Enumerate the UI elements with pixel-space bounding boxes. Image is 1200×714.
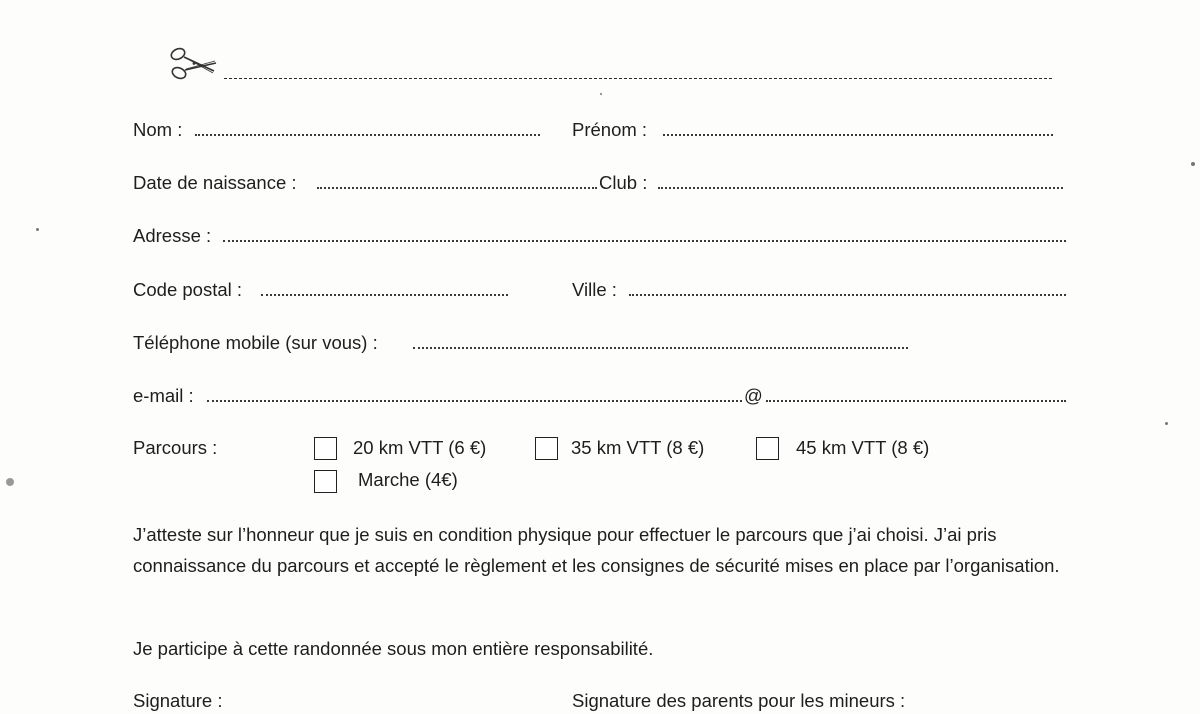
scissors-icon: [166, 44, 218, 84]
adresse-label: Adresse :: [133, 225, 212, 246]
email-at-sign: @: [744, 385, 763, 406]
row-parcours: [133, 435, 333, 461]
telephone-label: Téléphone mobile (sur vous) :: [133, 332, 378, 353]
prenom-field[interactable]: [663, 134, 1053, 136]
prenom-label: Prénom :: [572, 119, 648, 140]
option-marche-label: Marche (4€): [358, 469, 458, 490]
checkbox-35km-vtt[interactable]: [535, 437, 558, 460]
club-label: Club :: [599, 172, 648, 193]
signature-label: Signature :: [133, 690, 223, 711]
nom-field[interactable]: [195, 134, 540, 136]
row-nom-prenom: [133, 117, 1073, 143]
checkbox-20km-vtt[interactable]: [314, 437, 337, 460]
responsabilite-text: Je participe à cette randonnée sous mon entière responsabilité.: [133, 638, 654, 659]
ville-field[interactable]: [629, 294, 1066, 296]
email-user-field[interactable]: [207, 400, 742, 402]
adresse-field[interactable]: [223, 240, 1066, 242]
naissance-label: Date de naissance :: [133, 172, 297, 193]
checkbox-45km-vtt[interactable]: [756, 437, 779, 460]
option-20km-vtt-label: 20 km VTT (6 €): [353, 437, 487, 458]
scan-speck: [1165, 422, 1168, 425]
ville-label: Ville :: [572, 279, 617, 300]
scan-speck: [36, 228, 39, 231]
club-field[interactable]: [658, 187, 1063, 189]
code-postal-label: Code postal :: [133, 279, 243, 300]
row-naissance-club: [133, 170, 1073, 196]
scan-speck: [6, 478, 14, 486]
naissance-field[interactable]: [317, 187, 597, 189]
attestation-text: J’atteste sur l’honneur que je suis en condition physique pour effectuer le parcours que j’ai choisi. J’ai pris connaissance du parcours et accepté le règlement et les consignes de sécurité mises en place par l’organisation.: [133, 524, 1060, 576]
row-telephone: [133, 330, 1073, 356]
scan-speck: [1191, 162, 1195, 166]
signature-parents-label: Signature des parents pour les mineurs :: [572, 690, 906, 711]
telephone-field[interactable]: [413, 347, 908, 349]
email-label: e-mail :: [133, 385, 194, 406]
option-35km-vtt-label: 35 km VTT (8 €): [571, 437, 705, 458]
cut-dash-rule: [224, 78, 1052, 79]
nom-label: Nom :: [133, 119, 183, 140]
scan-speck: [600, 93, 602, 95]
cut-line: [166, 44, 1066, 84]
row-email: [133, 383, 1073, 409]
code-postal-field[interactable]: [261, 294, 508, 296]
option-45km-vtt-label: 45 km VTT (8 €): [796, 437, 930, 458]
row-cp-ville: [133, 277, 1073, 303]
row-adresse: [133, 223, 1073, 249]
checkbox-marche[interactable]: [314, 470, 337, 493]
email-domain-field[interactable]: [766, 400, 1066, 402]
parcours-label: Parcours :: [133, 437, 218, 458]
